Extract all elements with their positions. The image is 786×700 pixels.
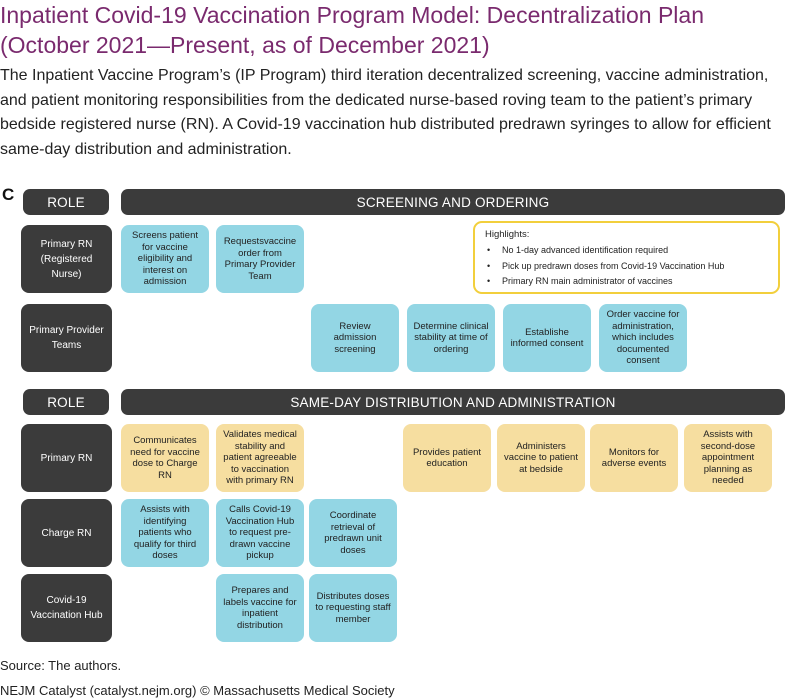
step-requests-order: Requestsvaccine order from Primary Provider Team	[216, 225, 304, 293]
highlights-box	[473, 221, 780, 294]
title-line-2: (October 2021—Present, as of December 2021)	[0, 32, 490, 58]
step-second-dose: Assists with second-dose appointment planning as needed	[684, 424, 772, 492]
step-distributes-doses: Distributes doses to requesting staff member	[309, 574, 397, 642]
same-day-distribution-header: SAME-DAY DISTRIBUTION AND ADMINISTRATION	[121, 389, 785, 415]
step-identifies-third-dose: Assists with identifying patients who qualify for third doses	[121, 499, 209, 567]
title-line-1: Inpatient Covid-19 Vaccination Program Model: Decentralization Plan	[0, 2, 705, 28]
step-coordinate-retrieval: Coordinate retrieval of predrawn unit doses	[309, 499, 397, 567]
intro-paragraph: The Inpatient Vaccine Program’s (IP Program) third iteration decentralized screening, vaccine administration, and patient monitoring responsibilities from the dedicated nurse-based roving team to the patient’s primary bedside registered nurse (RN). A Covid-19 vaccination hub distributed predrawn syringes to allow for efficient same-day distribution and administration.	[0, 67, 771, 158]
highlights-title: Highlights:	[485, 229, 530, 240]
role-header-1: ROLE	[23, 189, 109, 215]
highlight-item: • No 1-day advanced identification required	[485, 243, 768, 259]
step-communicates-need: Communicates need for vaccine dose to Charge RN	[121, 424, 209, 492]
highlight-item: • Primary RN main administrator of vaccines	[485, 274, 768, 290]
screening-ordering-header: SCREENING AND ORDERING	[121, 189, 785, 215]
step-order-vaccine: Order vaccine for administration, which includes documented consent	[599, 304, 687, 372]
highlights-list	[485, 243, 768, 290]
step-administers: Administers vaccine to patient at bedside	[497, 424, 585, 492]
bullet-icon: •	[487, 260, 491, 271]
highlight-item: • Pick up predrawn doses from Covid-19 Vaccination Hub	[485, 259, 768, 275]
step-prepares-labels: Prepares and labels vaccine for inpatient distribution	[216, 574, 304, 642]
role-charge-rn: Charge RN	[21, 499, 112, 567]
step-clinical-stability: Determine clinical stability at time of ordering	[407, 304, 495, 372]
role-primary-rn-2: Primary RN	[21, 424, 112, 492]
step-calls-hub: Calls Covid-19 Vaccination Hub to request pre-drawn vaccine pickup	[216, 499, 304, 567]
step-patient-education: Provides patient education	[403, 424, 491, 492]
role-primary-provider-teams: Primary Provider Teams	[21, 304, 112, 372]
panel-letter: C	[2, 185, 15, 204]
step-informed-consent: Establishe informed consent	[503, 304, 591, 372]
role-vaccination-hub: Covid-19 Vaccination Hub	[21, 574, 112, 642]
step-monitors: Monitors for adverse events	[590, 424, 678, 492]
role-header-2: ROLE	[23, 389, 109, 415]
footer-credit: NEJM Catalyst (catalyst.nejm.org) © Massachusetts Medical Society	[0, 683, 395, 698]
bullet-icon: •	[487, 245, 491, 255]
bullet-icon: •	[487, 276, 491, 286]
role-primary-rn-1: Primary RN (Registered Nurse)	[21, 225, 112, 293]
source-note: Source: The authors.	[0, 658, 122, 673]
step-validates-stability: Validates medical stability and patient agreeable to vaccination with primary RN	[216, 424, 304, 492]
step-screens-patient: Screens patient for vaccine eligibility and interest on admission	[121, 225, 209, 293]
page-title	[0, 0, 786, 60]
step-review-screening: Review admission screening	[311, 304, 399, 372]
